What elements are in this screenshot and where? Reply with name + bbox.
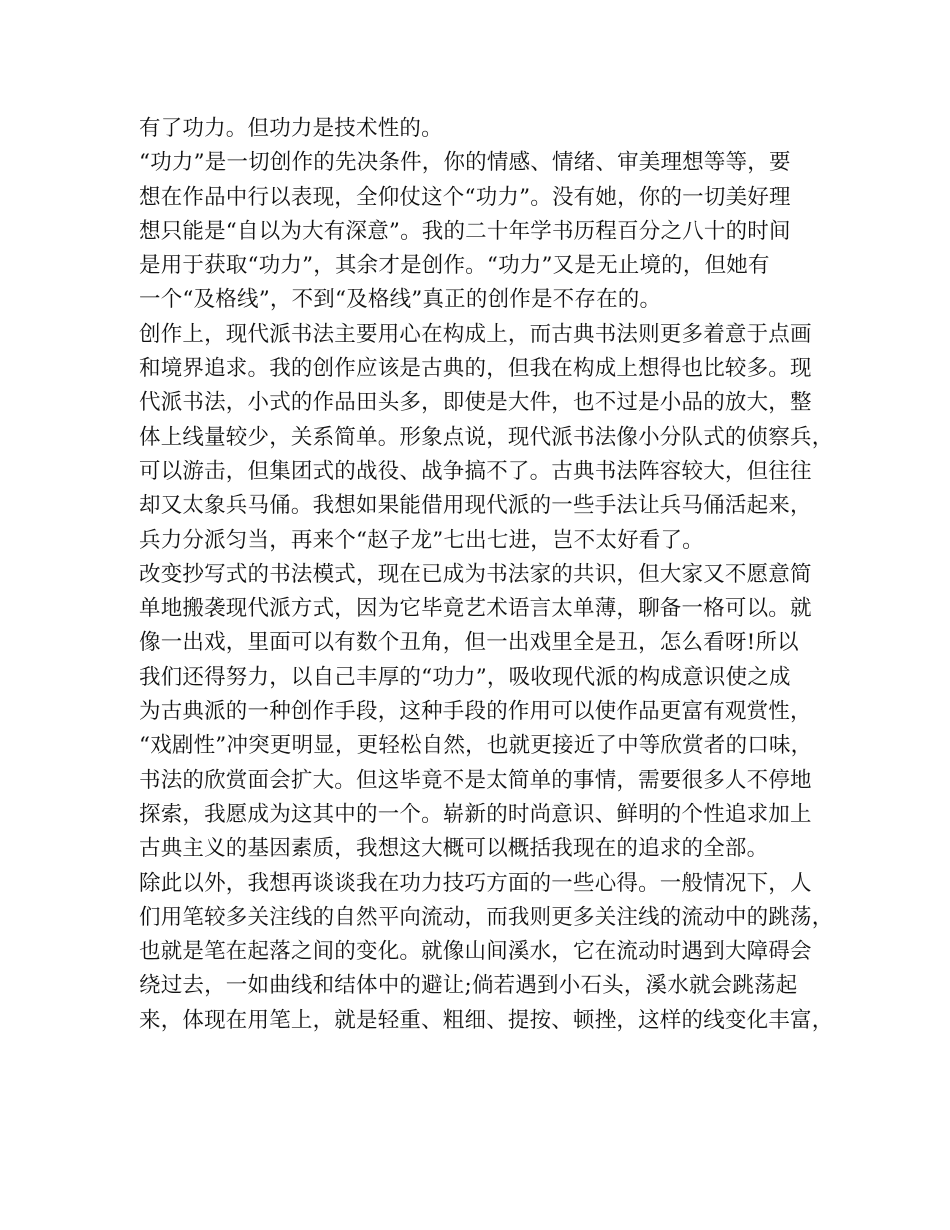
text-line: 探索，我愿成为这其中的一个。崭新的时尚意识、鲜明的个性追求加上 [139, 801, 812, 827]
text-line: 除此以外，我想再谈谈我在功力技巧方面的一些心得。一般情况下，人 [139, 870, 812, 896]
text-line: 创作上，现代派书法主要用心在构成上，而古典书法则更多着意于点画 [139, 321, 812, 347]
body-text [139, 112, 834, 1038]
text-line: 兵力分派匀当，再来个“赵子龙”七出七进，岂不太好看了。 [139, 527, 704, 553]
text-line: 单地搬袭现代派方式，因为它毕竟艺术语言太单薄，聊备一格可以。就 [139, 596, 812, 622]
text-line: 是用于获取“功力”，其余才是创作。“功力”又是无止境的，但她有 [139, 253, 770, 279]
text-line: 体上线量较少，关系简单。形象点说，现代派书法像小分队式的侦察兵， [139, 424, 834, 450]
text-line: 也就是笔在起落之间的变化。就像山间溪水，它在流动时遇到大障碍会 [139, 939, 812, 965]
text-line: 代派书法，小式的作品田头多，即使是大件，也不过是小品的放大，整 [139, 390, 812, 416]
text-line: 书法的欣赏面会扩大。但这毕竟不是太简单的事情，需要很多人不停地 [139, 767, 812, 793]
text-line: 古典主义的基因素质，我想这大概可以概括我现在的追求的全部。 [139, 836, 769, 862]
text-line: 绕过去，一如曲线和结体中的避让;倘若遇到小石头，溪水就会跳荡起 [139, 973, 798, 999]
text-line: 为古典派的一种创作手段，这种手段的作用可以使作品更富有观赏性， [139, 699, 812, 725]
text-line: 改变抄写式的书法模式，现在已成为书法家的共识，但大家又不愿意简 [139, 561, 812, 587]
text-line: “功力”是一切创作的先决条件，你的情感、情绪、审美理想等等，要 [139, 150, 791, 176]
text-line: 们用笔较多关注线的自然平向流动，而我则更多关注线的流动中的跳荡， [139, 904, 834, 930]
text-line: 我们还得努力，以自己丰厚的“功力”，吸收现代派的构成意识使之成 [139, 664, 791, 690]
text-line: 可以游击，但集团式的战役、战争搞不了。古典书法阵容较大，但往往 [139, 458, 812, 484]
text-line: 想在作品中行以表现，全仰仗这个“功力”。没有她，你的一切美好理 [139, 184, 791, 210]
text-line: 像一出戏，里面可以有数个丑角，但一出戏里全是丑，怎么看呀!所以 [139, 630, 799, 656]
text-line: “戏剧性”冲突更明显，更轻松自然，也就更接近了中等欣赏者的口味， [139, 733, 813, 759]
text-line: 有了功力。但功力是技术性的。 [139, 116, 443, 141]
text-line: 一个“及格线”，不到“及格线”真正的创作是不存在的。 [139, 287, 662, 313]
text-line: 和境界追求。我的创作应该是古典的，但我在构成上想得也比较多。现 [139, 356, 812, 382]
text-line: 来，体现在用笔上，就是轻重、粗细、提按、顿挫，这样的线变化丰富， [139, 1007, 834, 1033]
text-line: 想只能是“自以为大有深意”。我的二十年学书历程百分之八十的时间 [139, 218, 791, 244]
text-line: 却又太象兵马俑。我想如果能借用现代派的一些手法让兵马俑活起来， [139, 493, 812, 519]
